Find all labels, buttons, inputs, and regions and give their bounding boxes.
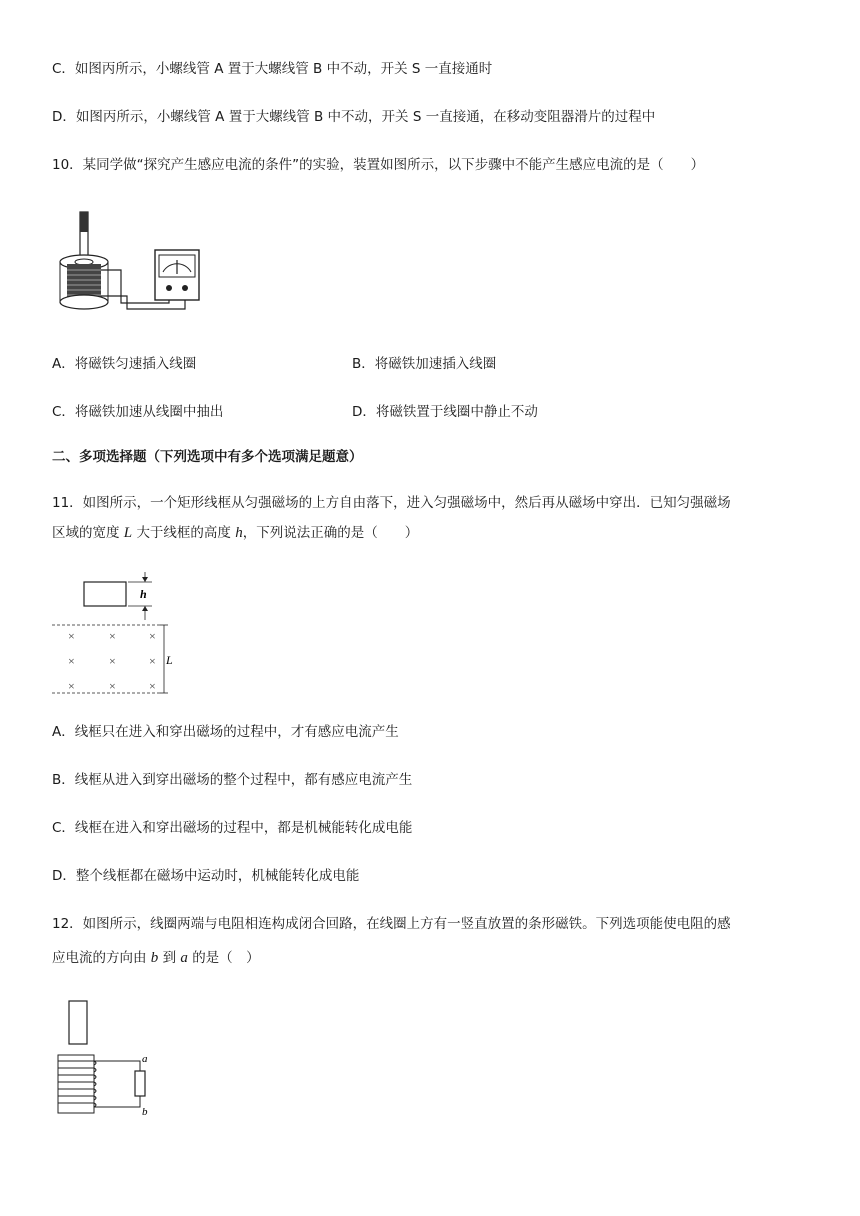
q11-stem-line2 <box>52 523 418 543</box>
q10-option-b: B．将磁铁加速插入线圈 <box>352 356 497 372</box>
q11-option-c: C．线框在进入和穿出磁场的过程中，都是机械能转化成电能 <box>52 820 413 836</box>
q12-var-a: a <box>180 950 188 966</box>
q12-coil-resistor-figure <box>52 997 162 1119</box>
q10-apparatus-figure <box>55 208 205 318</box>
q9-option-c: C．如图丙所示，小螺线管 A 置于大螺线管 B 中不动，开关 S 一直接通时 <box>52 61 493 77</box>
q12-var-b: b <box>150 950 159 966</box>
q12-stem-line1: 12．如图所示，线圈两端与电阻相连构成闭合回路，在线圈上方有一竖直放置的条形磁铁。下列选项能使电阻的感 <box>52 916 731 932</box>
q12-stem-line2 <box>52 948 260 968</box>
q10-option-c: C．将磁铁加速从线圈中抽出 <box>52 404 224 420</box>
q11-magnetic-field-figure <box>50 568 190 702</box>
q12-stem-text-c: 的是（ ） <box>192 950 260 966</box>
q10-option-d: D．将磁铁置于线圈中静止不动 <box>352 404 538 420</box>
resistor <box>135 1071 145 1096</box>
field-cross: × <box>109 679 116 693</box>
q10-option-a: A．将磁铁匀速插入线圈 <box>52 356 197 372</box>
field-cross: × <box>149 679 156 693</box>
wire-frame-rect <box>84 582 126 606</box>
q11-stem-text-b: 大于线框的高度 <box>136 525 231 541</box>
field-cross: × <box>109 629 116 643</box>
fig-label-b: b <box>142 1106 148 1118</box>
field-cross: × <box>149 629 156 643</box>
q12-stem-text-b: 到 <box>162 950 177 966</box>
fig-label-h: h <box>140 587 147 601</box>
fig-label-l: L <box>166 653 173 667</box>
q11-option-d: D．整个线框都在磁场中运动时，机械能转化成电能 <box>52 868 360 884</box>
field-cross: × <box>68 654 75 668</box>
bar-magnet <box>69 1001 87 1044</box>
field-cross: × <box>68 629 75 643</box>
q9-option-d: D．如图丙所示，小螺线管 A 置于大螺线管 B 中不动，开关 S 一直接通，在移动变阻器滑片的过程中 <box>52 109 656 125</box>
q11-var-l: L <box>123 525 133 541</box>
q11-option-b: B．线框从进入到穿出磁场的整个过程中，都有感应电流产生 <box>52 772 413 788</box>
field-cross: × <box>149 654 156 668</box>
q10-stem: 10．某同学做“探究产生感应电流的条件”的实验，装置如图所示，以下步骤中不能产生感应电流的是（ ） <box>52 157 705 173</box>
q12-stem-text-a: 应电流的方向由 <box>52 950 147 966</box>
q11-option-a: A．线框只在进入和穿出磁场的过程中，才有感应电流产生 <box>52 724 399 740</box>
field-cross: × <box>68 679 75 693</box>
field-cross: × <box>109 654 116 668</box>
section-title: 二、多项选择题（下列选项中有多个选项满足题意） <box>52 449 363 465</box>
q11-stem-text-a: 区域的宽度 <box>52 525 120 541</box>
q11-stem-line1: 11．如图所示，一个矩形线框从匀强磁场的上方自由落下，进入匀强磁场中，然后再从磁场中穿出．已知匀强磁场 <box>52 495 731 511</box>
q11-stem-text-c: ，下列说法正确的是（ ） <box>242 525 419 541</box>
fig-label-a: a <box>142 1053 148 1065</box>
q11-var-h: h <box>235 525 243 541</box>
